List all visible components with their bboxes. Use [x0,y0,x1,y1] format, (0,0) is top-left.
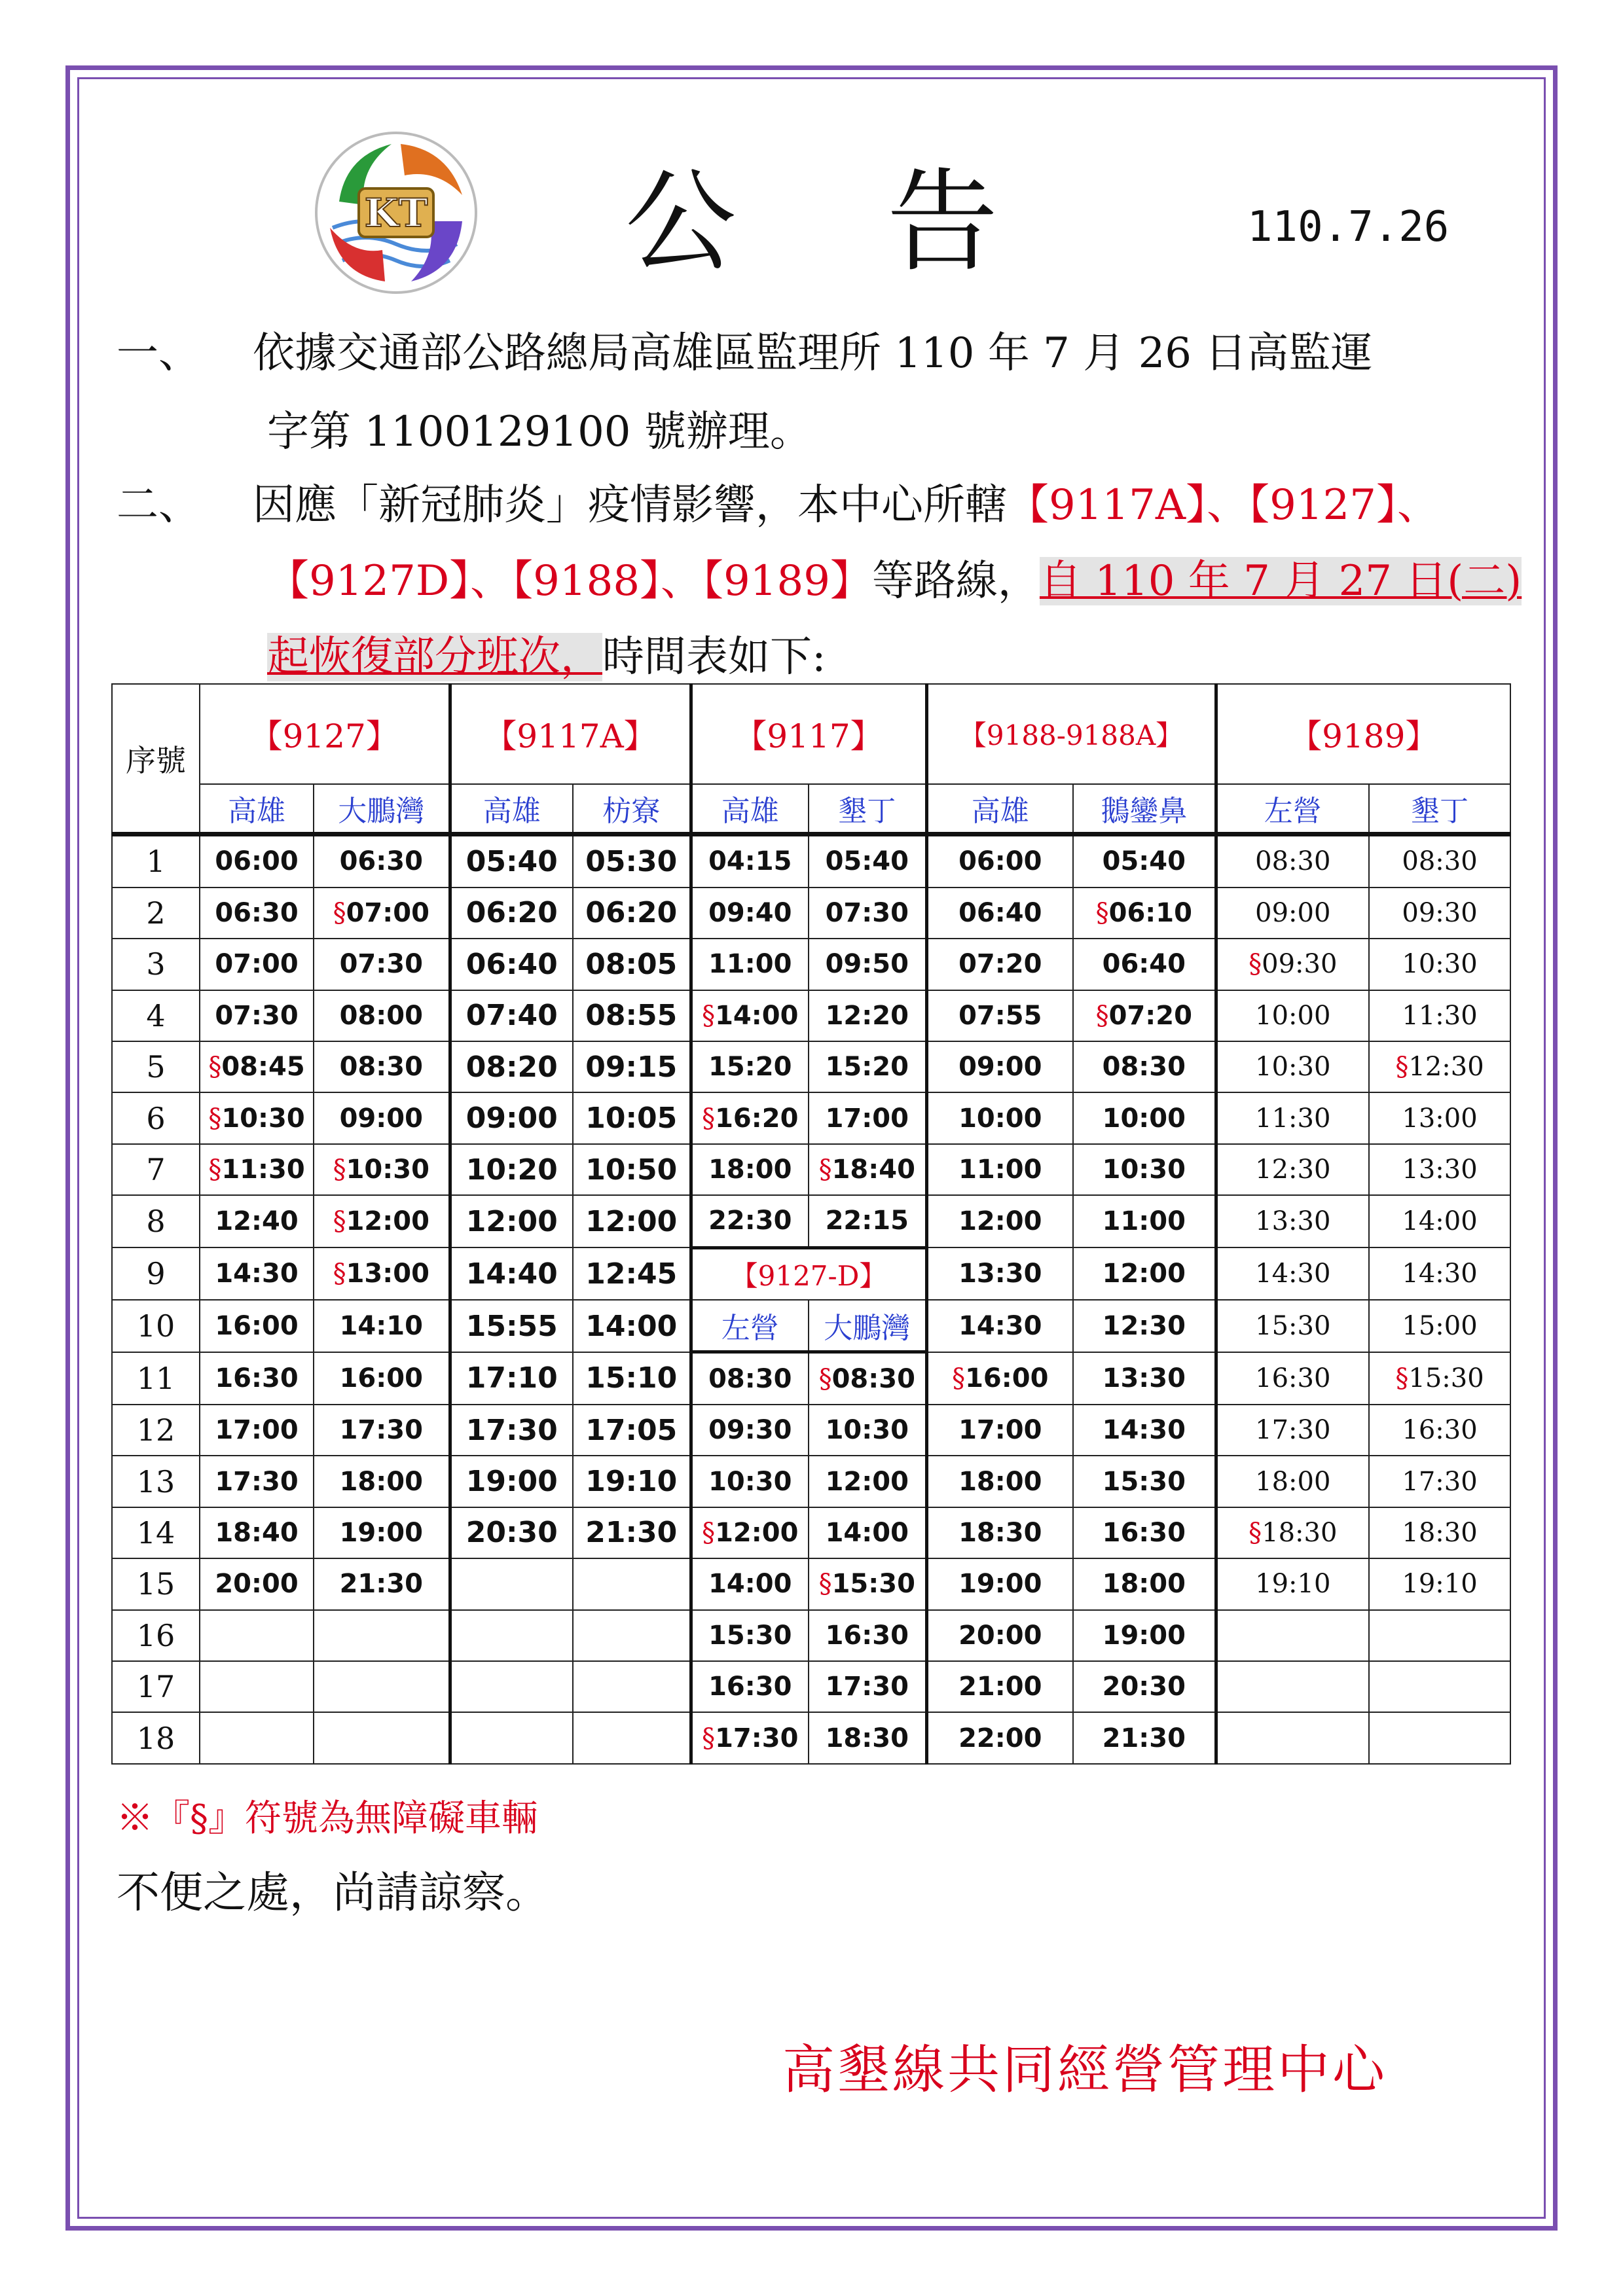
time-cell: 16:30 [200,1352,314,1405]
time-cell: 22:15 [809,1195,926,1247]
row-number: 17 [112,1661,200,1712]
time-cell: 15:30 [1216,1300,1369,1352]
table-row [112,1712,1510,1764]
time-cell: 16:30 [691,1661,809,1712]
time-cell: 10:30 [1216,1041,1369,1092]
time-cell: 17:00 [809,1092,926,1143]
time-cell: 20:00 [200,1558,314,1609]
time-cell: §10:30 [200,1092,314,1143]
time-cell: 19:10 [1216,1558,1369,1609]
time-cell: 15:30 [691,1610,809,1661]
time-cell: 20:30 [1073,1661,1216,1712]
time-cell: 16:30 [809,1610,926,1661]
organization-name: 高墾線共同經營管理中心 [782,2039,1387,2100]
time-cell: 15:55 [450,1300,573,1352]
table-row [112,1092,1510,1143]
time-cell: 19:00 [450,1456,573,1507]
time-cell: 18:30 [809,1712,926,1764]
time-cell [314,1661,450,1712]
time-cell [200,1610,314,1661]
stop-header: 高雄 [200,784,314,834]
time-cell [1369,1661,1510,1712]
time-cell: 10:50 [573,1144,691,1195]
time-cell [573,1558,691,1609]
seq-header: 序號 [112,684,200,834]
accessible-vehicle-mark: § [333,1155,346,1185]
time-cell: §15:30 [1369,1352,1510,1405]
stop-header: 枋寮 [573,784,691,834]
time-cell: 15:10 [573,1352,691,1405]
time-cell: 14:30 [1369,1247,1510,1300]
stop-header: 高雄 [450,784,573,834]
time-cell: 19:00 [1073,1610,1216,1661]
accessible-vehicle-mark: § [1395,1363,1409,1393]
row-number: 14 [112,1507,200,1558]
time-cell: 09:40 [691,888,809,939]
route-header-9127: 【9127】 [200,684,450,784]
time-cell: §09:30 [1216,939,1369,990]
time-cell: 14:40 [450,1247,573,1300]
time-cell: 08:00 [314,990,450,1041]
time-cell: 16:00 [314,1352,450,1405]
time-cell: 21:30 [314,1558,450,1609]
time-cell: 15:00 [1369,1300,1510,1352]
row-number: 15 [112,1558,200,1609]
time-cell: 08:30 [314,1041,450,1092]
time-cell [314,1610,450,1661]
time-cell: 06:20 [573,888,691,939]
row-number: 2 [112,888,200,939]
schedule-table [111,683,1511,1765]
time-cell: §10:30 [314,1144,450,1195]
accessible-vehicle-mark: § [702,1723,716,1753]
time-cell: 18:40 [200,1507,314,1558]
time-cell: §08:45 [200,1041,314,1092]
accessible-vehicle-mark: § [208,1052,222,1083]
time-cell: 20:30 [450,1507,573,1558]
time-cell: 19:00 [926,1558,1073,1609]
time-cell [314,1712,450,1764]
time-cell: 08:30 [1073,1041,1216,1092]
time-cell: 13:30 [926,1247,1073,1300]
time-cell: 16:30 [1369,1405,1510,1456]
logo-text: KT [364,190,428,236]
time-cell: 06:30 [314,834,450,888]
row-number: 13 [112,1456,200,1507]
time-cell: 08:30 [1216,834,1369,888]
time-cell: 12:45 [573,1247,691,1300]
time-cell: 16:30 [1216,1352,1369,1405]
row-number: 12 [112,1405,200,1456]
accessible-vehicle-mark: § [952,1363,966,1393]
time-cell: 09:00 [1216,888,1369,939]
accessible-vehicle-mark: § [333,1259,346,1289]
time-cell: 09:00 [314,1092,450,1143]
item2-line1: 二、 因應「新冠肺炎」疫情影響，本中心所轄【9117A】、【9127】、 [117,479,1439,531]
table-row [112,888,1510,939]
time-cell: 12:00 [809,1456,926,1507]
time-cell: 08:30 [1369,834,1510,888]
time-cell: 18:00 [1216,1456,1369,1507]
time-cell [1216,1712,1369,1764]
time-cell: §15:30 [809,1558,926,1609]
time-cell: 12:00 [1073,1247,1216,1300]
row-number: 5 [112,1041,200,1092]
closing-text: 不便之處，尚請諒察。 [117,1867,549,1918]
stop-header: 墾丁 [1369,784,1510,834]
time-cell: §12:00 [314,1195,450,1247]
time-cell: 14:00 [1369,1195,1510,1247]
time-cell: 12:00 [926,1195,1073,1247]
stop-header: 墾丁 [809,784,926,834]
time-cell: 06:40 [1073,939,1216,990]
time-cell: 11:00 [1073,1195,1216,1247]
time-cell: 09:00 [926,1041,1073,1092]
time-cell: 12:30 [1216,1144,1369,1195]
table-row [112,834,1510,888]
route-header-9117a: 【9117A】 [450,684,691,784]
time-cell [573,1712,691,1764]
time-cell: 12:30 [1073,1300,1216,1352]
time-cell: 10:00 [1073,1092,1216,1143]
item2-line2: 【9127D】、【9188】、【9189】等路線，自 110 年 7 月 27 日(二) [267,557,1522,605]
time-cell: 18:30 [926,1507,1073,1558]
table-row [112,1507,1510,1558]
time-cell: 09:30 [1369,888,1510,939]
time-cell: 05:40 [1073,834,1216,888]
time-cell [450,1558,573,1609]
accessible-vehicle-mark: § [702,1517,716,1548]
time-cell: 20:00 [926,1610,1073,1661]
time-cell: 18:00 [314,1456,450,1507]
time-cell: 17:30 [200,1456,314,1507]
table-row [112,1247,1510,1300]
accessible-vehicle-mark: § [1395,1052,1409,1083]
time-cell: 17:05 [573,1405,691,1456]
time-cell: 15:20 [691,1041,809,1092]
announcement-date: 110.7.26 [1247,203,1450,251]
time-cell: 22:30 [691,1195,809,1247]
stop-header: 大鵬灣 [314,784,450,834]
time-cell: §18:30 [1216,1507,1369,1558]
accessible-vehicle-mark: § [702,1000,716,1031]
item2-line3: 起恢復部分班次，時間表如下: [267,633,826,681]
time-cell: 09:50 [809,939,926,990]
row-number: 6 [112,1092,200,1143]
time-cell: 14:30 [1216,1247,1369,1300]
time-cell: 19:00 [314,1507,450,1558]
time-cell: §18:40 [809,1144,926,1195]
time-cell: 08:30 [691,1352,809,1405]
time-cell: 07:55 [926,990,1073,1041]
time-cell: 07:30 [809,888,926,939]
time-cell: 04:15 [691,834,809,888]
time-cell [1369,1712,1510,1764]
route-header-9188: 【9188-9188A】 [926,684,1216,784]
route-header-9189: 【9189】 [1216,684,1510,784]
time-cell: 21:00 [926,1661,1073,1712]
accessible-vehicle-mark: § [333,1206,346,1237]
time-cell: 17:30 [809,1661,926,1712]
time-cell: 06:40 [450,939,573,990]
time-cell: 09:00 [450,1092,573,1143]
time-cell: 15:30 [1073,1456,1216,1507]
time-cell: 12:00 [573,1195,691,1247]
accessible-vehicle-mark: § [1249,1517,1262,1548]
time-cell: 07:00 [200,939,314,990]
time-cell: 19:10 [1369,1558,1510,1609]
time-cell: 10:30 [1073,1144,1216,1195]
sub-route-header-9127d: 【9127-D】 [691,1247,926,1300]
time-cell: 06:00 [926,834,1073,888]
time-cell: §11:30 [200,1144,314,1195]
time-cell: 06:00 [200,834,314,888]
time-cell: 08:20 [450,1041,573,1092]
time-cell: §07:00 [314,888,450,939]
time-cell: 10:00 [1216,990,1369,1041]
time-cell: 14:30 [1073,1405,1216,1456]
time-cell [573,1661,691,1712]
time-cell: 14:10 [314,1300,450,1352]
time-cell [1216,1610,1369,1661]
time-cell: 18:00 [691,1144,809,1195]
time-cell: 17:00 [926,1405,1073,1456]
table-row [112,1352,1510,1405]
table-row [112,1041,1510,1092]
time-cell: 09:15 [573,1041,691,1092]
time-cell: §07:20 [1073,990,1216,1041]
time-cell: §17:30 [691,1712,809,1764]
stop-header: 鵝鑾鼻 [1073,784,1216,834]
time-cell [450,1610,573,1661]
time-cell: 14:00 [691,1558,809,1609]
page-title: 公告 [625,158,1149,287]
time-cell [1369,1610,1510,1661]
accessible-vehicle-mark: § [818,1569,832,1600]
time-cell: §14:00 [691,990,809,1041]
accessible-vehicle-mark: § [1095,1000,1109,1031]
time-cell: 08:55 [573,990,691,1041]
accessibility-note: ※『§』符號為無障礙車輛 [117,1797,538,1840]
time-cell: 18:30 [1369,1507,1510,1558]
time-cell: 17:10 [450,1352,573,1405]
time-cell: 05:40 [809,834,926,888]
time-cell [450,1661,573,1712]
time-cell [1216,1661,1369,1712]
time-cell: 10:05 [573,1092,691,1143]
time-cell: 18:00 [1073,1558,1216,1609]
time-cell: 13:30 [1216,1195,1369,1247]
accessible-vehicle-mark: § [1095,897,1109,928]
time-cell: 21:30 [1073,1712,1216,1764]
time-cell: 12:40 [200,1195,314,1247]
table-row [112,1144,1510,1195]
row-number: 4 [112,990,200,1041]
table-row [112,1405,1510,1456]
time-cell: 06:40 [926,888,1073,939]
time-cell: §16:20 [691,1092,809,1143]
time-cell: §12:30 [1369,1041,1510,1092]
time-cell: 11:00 [691,939,809,990]
row-number: 11 [112,1352,200,1405]
table-row [112,1661,1510,1712]
row-number: 1 [112,834,200,888]
row-number: 3 [112,939,200,990]
time-cell: 18:00 [926,1456,1073,1507]
time-cell: 06:20 [450,888,573,939]
time-cell: 12:00 [450,1195,573,1247]
item1-line2: 字第 1100129100 號辦理。 [267,408,812,456]
time-cell: 12:20 [809,990,926,1041]
time-cell: 17:30 [1216,1405,1369,1456]
accessible-vehicle-mark: § [333,897,346,928]
time-cell: 08:05 [573,939,691,990]
time-cell: 07:40 [450,990,573,1041]
table-row [112,1456,1510,1507]
sub-stop-header: 大鵬灣 [809,1300,926,1352]
time-cell: 10:30 [1369,939,1510,990]
time-cell: 17:00 [200,1405,314,1456]
time-cell: 16:30 [1073,1507,1216,1558]
time-cell: 11:30 [1216,1092,1369,1143]
time-cell [200,1712,314,1764]
row-number: 9 [112,1247,200,1300]
table-row [112,990,1510,1041]
time-cell: 16:00 [200,1300,314,1352]
time-cell: 14:00 [809,1507,926,1558]
time-cell: 13:30 [1369,1144,1510,1195]
time-cell: 05:40 [450,834,573,888]
time-cell: §16:00 [926,1352,1073,1405]
item2-marker: 二、 [117,481,200,529]
table-row [112,1195,1510,1247]
accessible-vehicle-mark: § [208,1103,222,1134]
time-cell: 09:30 [691,1405,809,1456]
table-row [112,939,1510,990]
time-cell [450,1712,573,1764]
time-cell: 21:30 [573,1507,691,1558]
time-cell: 10:30 [691,1456,809,1507]
time-cell: 17:30 [450,1405,573,1456]
item1-line1: 一、 依據交通部公路總局高雄區監理所 110 年 7 月 26 日高監運 [117,327,1372,380]
time-cell: 14:30 [926,1300,1073,1352]
row-number: 10 [112,1300,200,1352]
time-cell: 10:00 [926,1092,1073,1143]
time-cell: 19:10 [573,1456,691,1507]
accessible-vehicle-mark: § [1249,949,1262,980]
stop-header: 高雄 [691,784,809,834]
time-cell: 11:00 [926,1144,1073,1195]
accessible-vehicle-mark: § [702,1103,716,1134]
time-cell: 22:00 [926,1712,1073,1764]
time-cell: 14:00 [573,1300,691,1352]
time-cell: 15:20 [809,1041,926,1092]
time-cell: 13:30 [1073,1352,1216,1405]
time-cell: 14:30 [200,1247,314,1300]
time-cell: 17:30 [314,1405,450,1456]
item1-marker: 一、 [117,329,200,378]
time-cell: 10:20 [450,1144,573,1195]
row-number: 18 [112,1712,200,1764]
accessible-vehicle-mark: § [818,1363,832,1394]
time-cell [573,1610,691,1661]
time-cell: §12:00 [691,1507,809,1558]
stop-header: 高雄 [926,784,1073,834]
time-cell: 06:30 [200,888,314,939]
time-cell: 10:30 [809,1405,926,1456]
row-number: 8 [112,1195,200,1247]
accessible-vehicle-mark: § [208,1155,222,1185]
time-cell: 05:30 [573,834,691,888]
time-cell: 13:00 [1369,1092,1510,1143]
accessible-vehicle-mark: § [818,1155,832,1185]
time-cell: 11:30 [1369,990,1510,1041]
table-row [112,1558,1510,1609]
row-number: 7 [112,1144,200,1195]
time-cell: 07:30 [314,939,450,990]
row-number: 16 [112,1610,200,1661]
table-row [112,1610,1510,1661]
stop-header: 左營 [1216,784,1369,834]
time-cell: 07:20 [926,939,1073,990]
time-cell: §08:30 [809,1352,926,1405]
route-header-9117: 【9117】 [691,684,926,784]
time-cell: 07:30 [200,990,314,1041]
time-cell: 17:30 [1369,1456,1510,1507]
sub-stop-header: 左營 [691,1300,809,1352]
time-cell [200,1661,314,1712]
table-row [112,1300,1510,1352]
time-cell: §13:00 [314,1247,450,1300]
time-cell: §06:10 [1073,888,1216,939]
